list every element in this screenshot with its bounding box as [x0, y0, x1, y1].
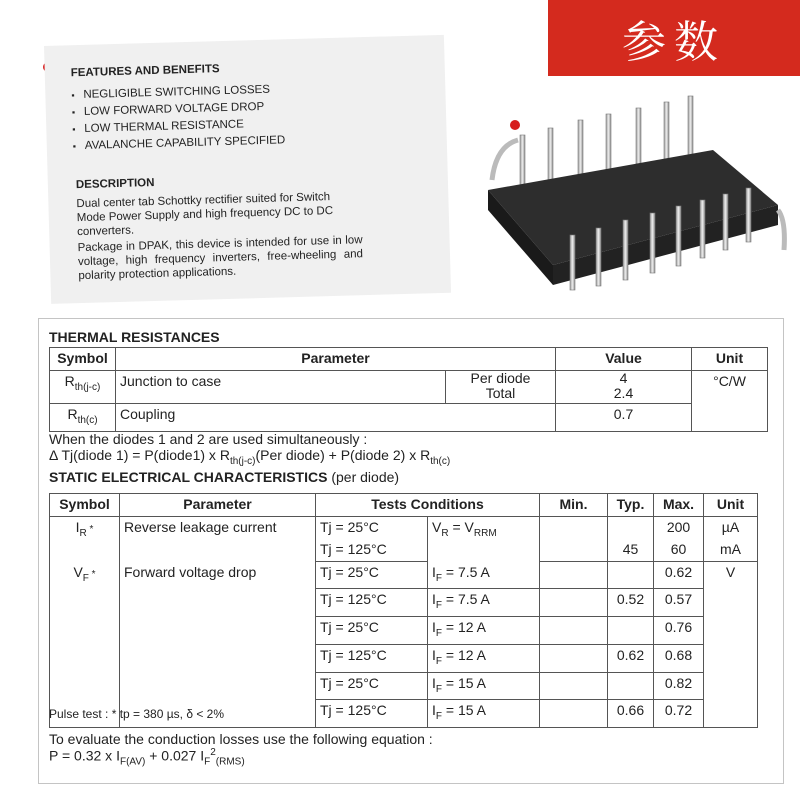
min-cell — [540, 700, 608, 728]
col-max: Max. — [654, 494, 704, 517]
feature-text: AVALANCHE CAPABILITY SPECIFIED — [84, 134, 286, 152]
min-cell — [540, 617, 608, 645]
max-cell: 0.82 — [654, 672, 704, 700]
typ-cell: 0.52 — [608, 589, 654, 617]
col-min: Min. — [540, 494, 608, 517]
condition-cell: $I_F = 12$ A — [428, 644, 540, 672]
symbol-cell: $R_{th(c)}$ — [50, 404, 116, 432]
parameter-cell: Forward voltage drop — [120, 562, 316, 728]
min-cell — [540, 589, 608, 617]
max-cell: 0.68 — [654, 644, 704, 672]
typ-cell — [608, 517, 654, 540]
tj-cell: Tj = 25°C — [316, 562, 428, 589]
max-cell: 200 — [654, 517, 704, 540]
table-row — [50, 404, 768, 432]
datasheet-panel — [38, 318, 784, 784]
description-paragraph: Package in DPAK, this device is intended for use in low voltage, high frequency inverters, free-wheeling and polarity protection applications. — [77, 234, 364, 283]
max-cell: 0.62 — [654, 562, 704, 589]
max-cell: 60 — [654, 539, 704, 562]
col-parameter: Parameter — [120, 494, 316, 517]
delta-tj-equation: Δ Tj(diode 1) = P(diode1) x $R_{th(j-c)}(Per$ diode) + P(diode 2) x $R_{th(c)}$ — [49, 447, 451, 467]
tj-cell: Tj = 25°C — [316, 517, 428, 540]
condition-cell: $I_F = 7.5$ A — [428, 589, 540, 617]
bullet-icon: ▪ — [72, 124, 76, 135]
col-symbol: Symbol — [50, 348, 116, 371]
value-cell: 4 2.4 — [556, 371, 692, 404]
static-title: STATIC ELECTRICAL CHARACTERISTICS (per diode) — [49, 469, 400, 485]
condition-cell: $I_F = 15$ A — [428, 672, 540, 700]
thermal-table — [49, 347, 768, 432]
feature-text: LOW FORWARD VOLTAGE DROP — [83, 100, 265, 118]
parameters-banner: 参数 — [548, 0, 800, 76]
description-heading: DESCRIPTION — [75, 176, 155, 192]
parameter-cell: Junction to case — [116, 371, 446, 404]
col-test-conditions: Tests Conditions — [316, 494, 540, 517]
tj-cell: Tj = 125°C — [316, 700, 428, 728]
typ-cell — [608, 672, 654, 700]
features-list — [71, 81, 285, 155]
condition-cell: $V_R = V_{RRM}$ — [428, 517, 540, 562]
min-cell — [540, 539, 608, 562]
pulse-test-note: Pulse test : * tp = 380 µs, δ < 2% — [49, 707, 225, 721]
static-table — [49, 493, 758, 728]
simultaneous-note: When the diodes 1 and 2 are used simultaneously : — [49, 431, 368, 447]
table-row — [50, 562, 758, 589]
col-symbol: Symbol — [50, 494, 120, 517]
symbol-cell: $V_F$ * — [50, 562, 120, 728]
col-parameter: Parameter — [116, 348, 556, 371]
typ-cell — [608, 617, 654, 645]
ic-module-photo — [478, 80, 788, 320]
features-heading: FEATURES AND BENEFITS — [70, 63, 220, 80]
feature-text: NEGLIGIBLE SWITCHING LOSSES — [83, 83, 271, 101]
min-cell — [540, 644, 608, 672]
min-cell — [540, 517, 608, 540]
conduction-note: To evaluate the conduction losses use the following equation : — [49, 731, 433, 747]
feature-text: LOW THERMAL RESISTANCE — [84, 118, 244, 135]
col-typ: Typ. — [608, 494, 654, 517]
max-cell: 0.57 — [654, 589, 704, 617]
typ-cell — [608, 562, 654, 589]
description-paragraph: Dual center tab Schottky rectifier suited for Switch Mode Power Supply and high frequency DC to DC converters. — [76, 191, 334, 239]
unit-cell: µA — [704, 517, 758, 540]
min-cell — [540, 672, 608, 700]
typ-cell: 0.62 — [608, 644, 654, 672]
unit-cell: V — [704, 562, 758, 728]
bullet-icon: ▪ — [71, 90, 75, 101]
col-unit: Unit — [692, 348, 768, 371]
features-card — [44, 35, 451, 304]
condition-cell: $I_F = 12$ A — [428, 617, 540, 645]
max-cell: 0.76 — [654, 617, 704, 645]
condition-cell: Per diode Total — [446, 371, 556, 404]
tj-cell: Tj = 25°C — [316, 672, 428, 700]
condition-cell: $I_F = 15$ A — [428, 700, 540, 728]
unit-cell: mA — [704, 539, 758, 562]
parameter-cell: Reverse leakage current — [120, 517, 316, 562]
max-cell: 0.72 — [654, 700, 704, 728]
tj-cell: Tj = 25°C — [316, 617, 428, 645]
bullet-icon: ▪ — [72, 141, 77, 152]
typ-cell: 0.66 — [608, 700, 654, 728]
symbol-cell: $I_R$ * — [50, 517, 120, 562]
symbol-cell: $R_{th(j-c)}$ — [50, 371, 116, 404]
tj-cell: Tj = 125°C — [316, 644, 428, 672]
tj-cell: Tj = 125°C — [316, 589, 428, 617]
thermal-title: THERMAL RESISTANCES — [49, 329, 220, 345]
col-value: Value — [556, 348, 692, 371]
condition-cell: $I_F = 7.5$ A — [428, 562, 540, 589]
table-row — [50, 371, 768, 404]
col-unit: Unit — [704, 494, 758, 517]
bullet-icon: ▪ — [71, 107, 76, 118]
unit-cell: °C/W — [692, 371, 768, 432]
conduction-equation: P = 0.32 x $I_{F(AV)} + 0.027$ $I_F^2_{(RMS)}$ — [49, 747, 245, 768]
table-row — [50, 517, 758, 540]
typ-cell: 45 — [608, 539, 654, 562]
value-cell: 0.7 — [556, 404, 692, 432]
parameter-cell: Coupling — [116, 404, 556, 432]
min-cell — [540, 562, 608, 589]
tj-cell: Tj = 125°C — [316, 539, 428, 562]
